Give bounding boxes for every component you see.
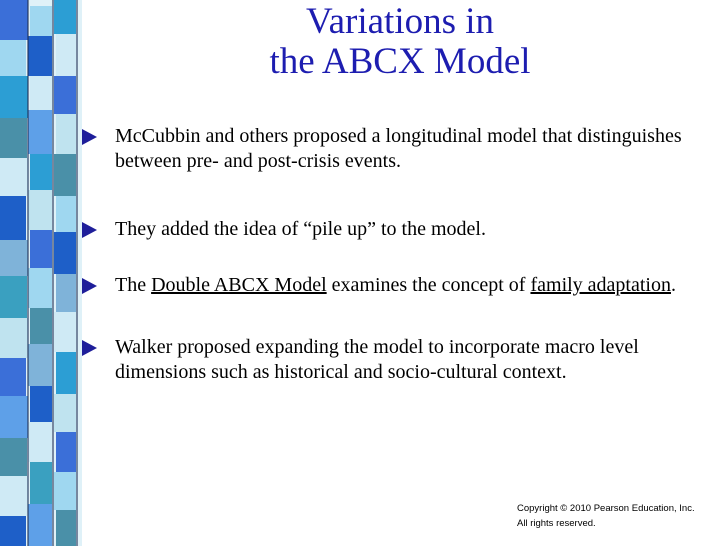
bullet-list: [80, 124, 700, 385]
copyright-line-1: Copyright © 2010 Pearson Education, Inc.: [517, 503, 695, 514]
decorative-strip: [0, 0, 82, 546]
copyright-line-2: All rights reserved.: [517, 518, 596, 529]
bullet-text: McCubbin and others proposed a longitudinal model that distinguishes between pre- and post-crisis events.: [115, 125, 682, 172]
title-line-2: the ABCX Model: [269, 41, 531, 82]
family-adaptation-link[interactable]: family adaptation: [530, 274, 671, 296]
bullet-text-before: The: [115, 274, 152, 296]
copyright-notice: [517, 501, 695, 531]
bullet-text: They added the idea of “pile up” to the model.: [115, 218, 486, 240]
title-line-1: Variations in: [305, 1, 495, 42]
bullet-text-after: .: [670, 274, 676, 296]
bullet-item-2: [80, 217, 700, 242]
bullet-text-middle: examines the concept of: [326, 274, 531, 296]
bullet-triangle-icon: [82, 340, 97, 356]
bullet-triangle-icon: [82, 278, 97, 294]
bullet-item-3: [80, 273, 690, 298]
bullet-triangle-icon: [82, 222, 97, 238]
slide-title: [150, 2, 650, 82]
bullet-item-4: [80, 335, 675, 385]
bullet-text: Walker proposed expanding the model to incorporate macro level dimensions such as historical and socio-cultural context.: [115, 336, 639, 383]
double-abcx-model-link[interactable]: Double ABCX Model: [151, 274, 327, 296]
bullet-item-1: [80, 124, 685, 174]
bullet-triangle-icon: [82, 129, 97, 145]
